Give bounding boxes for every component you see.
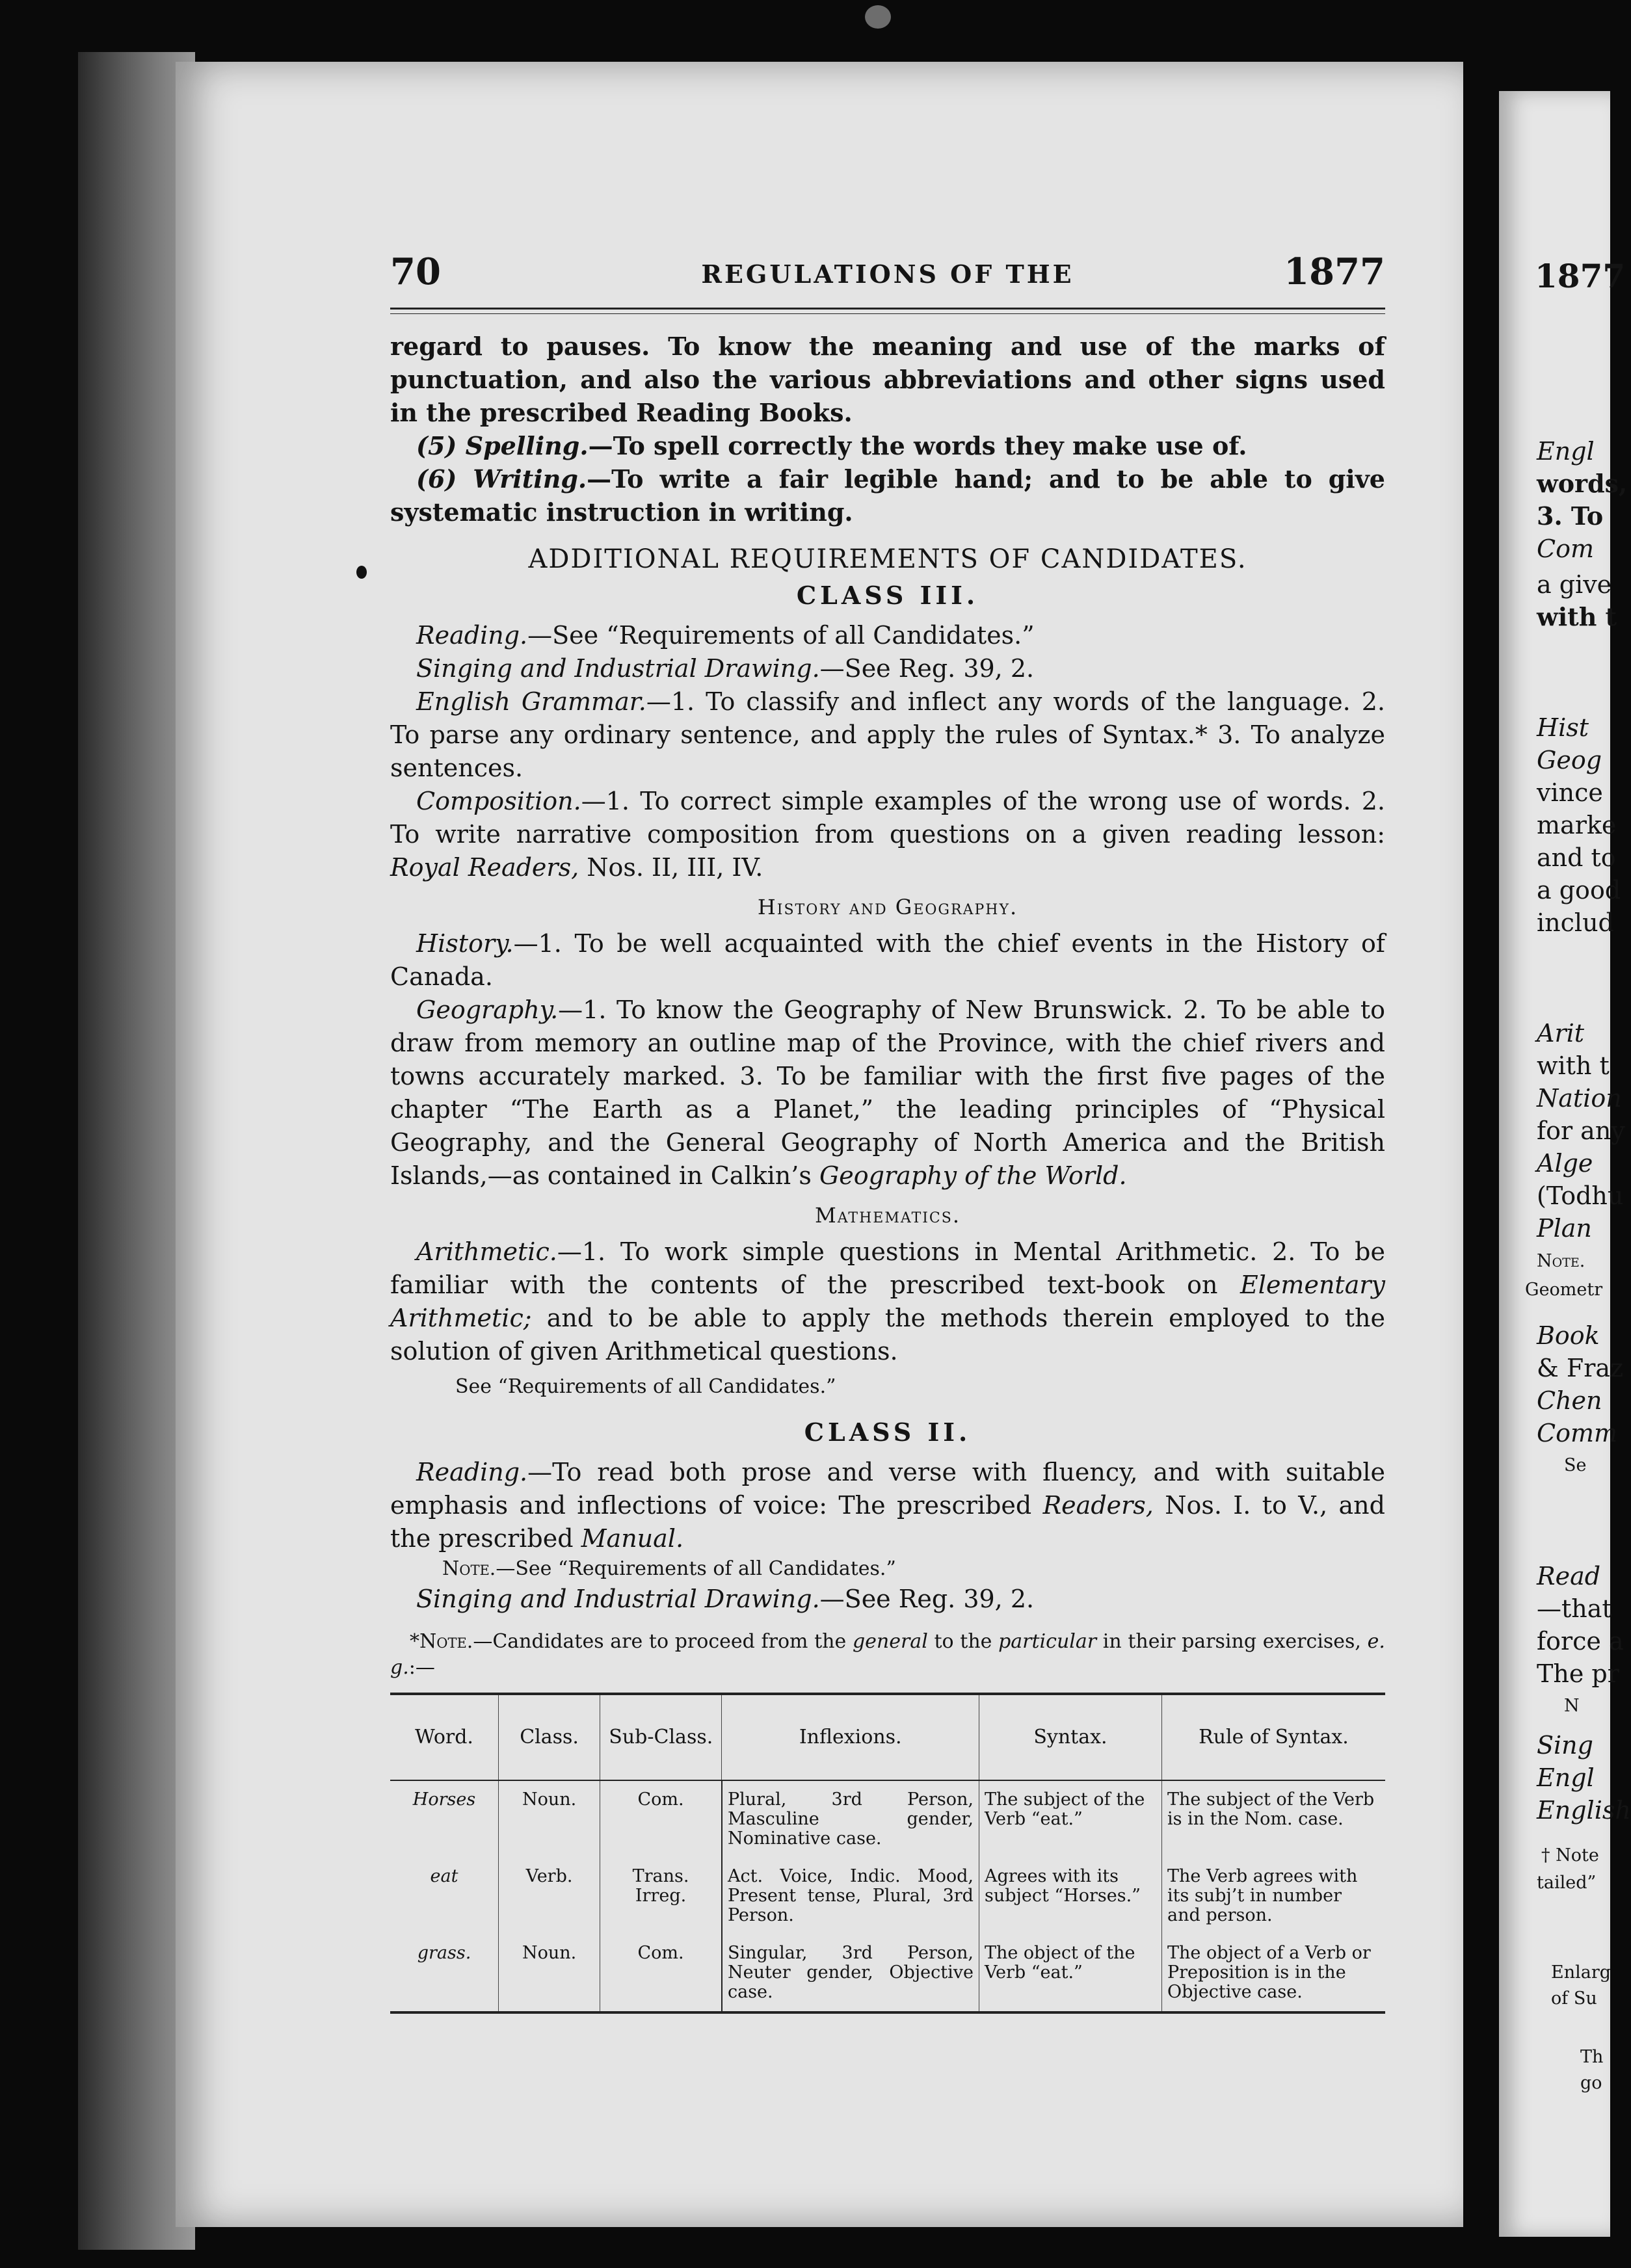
additional-requirements-heading: ADDITIONAL REQUIREMENTS OF CANDIDATES. [528, 544, 1247, 574]
class3-geography [390, 994, 1385, 1193]
label-singing: Singing and Industrial Drawing. [416, 654, 820, 683]
right-frag: Book [1537, 1321, 1600, 1350]
class3-reading [390, 619, 1385, 652]
mathematics-heading: Mathematics. [814, 1203, 961, 1228]
cell-inflexions: Plural, 3rd Person, Masculine gender, Nominative case. [722, 1780, 979, 1858]
right-frag: & Fraz [1537, 1354, 1624, 1382]
text-geography: —1. To know the Geography of New Brunswick. 2. To be able to draw from memory an outline map of the Province, with the chief rivers and towns accurately marked. 3. To be familiar with the first five pages of the chapter “The Earth as a Planet,” the leading principles of “Physical Geography, and the General Geography of North America and the British Islands,—as contained in Calkin’s [390, 996, 1385, 1190]
running-head [390, 250, 1385, 296]
right-frag: Geog [1537, 746, 1602, 774]
right-frag: Nation [1537, 1084, 1622, 1113]
cell-class: Verb. [499, 1858, 600, 1934]
label-arithmetic: Arithmetic. [416, 1237, 557, 1266]
label-composition: Composition. [416, 787, 581, 815]
text-composition: —1. To correct simple examples of the wrong use of words. 2. To write narrative composition from questions on a given reading lesson: [390, 787, 1385, 849]
footnote-eg: e. g. [390, 1630, 1385, 1679]
header-class: Class. [499, 1694, 600, 1780]
class2-singing [390, 1583, 1385, 1616]
label-grammar: English Grammar. [416, 687, 646, 716]
right-frag: and to [1537, 843, 1616, 872]
right-frag: N [1564, 1696, 1580, 1716]
right-frag: —that [1537, 1594, 1612, 1623]
parsing-table [390, 1693, 1385, 2014]
ink-blot [356, 566, 367, 579]
right-frag: Alge [1537, 1149, 1593, 1178]
table-header-row [390, 1694, 1385, 1780]
right-frag: vince [1537, 778, 1603, 807]
cell-word: eat [390, 1858, 499, 1934]
right-frag: Com [1537, 534, 1594, 563]
label-geography: Geography. [416, 996, 559, 1024]
right-frag: (Todhu [1537, 1181, 1624, 1210]
class2-reading [390, 1456, 1385, 1555]
label-note: Note. [442, 1557, 496, 1580]
header-rule [390, 308, 1385, 314]
right-frag: with t [1537, 602, 1617, 631]
right-frag: of Su [1551, 1988, 1597, 2009]
label-spelling: (5) Spelling. [416, 431, 589, 460]
see-requirements-note: See “Requirements of all Candidates.” [455, 1375, 836, 1398]
cell-syntax: The object of the Verb “eat.” [979, 1934, 1161, 2012]
right-frag: go [1580, 2073, 1602, 2093]
right-frag: Geometr [1525, 1280, 1603, 1300]
right-frag: words, [1537, 469, 1628, 498]
footnote-particular: particular [998, 1630, 1097, 1653]
header-rule: Rule of Syntax. [1161, 1694, 1385, 1780]
label-reading: Reading. [416, 621, 528, 650]
right-frag: Hist [1537, 713, 1589, 742]
footnote-text-c: in their parsing exercises, [1102, 1630, 1361, 1653]
right-frag: Engl [1537, 437, 1595, 466]
cell-class: Noun. [499, 1780, 600, 1858]
cell-rule: The Verb agrees with its subj’t in number and person. [1167, 1866, 1358, 1925]
class2-note [390, 1555, 1385, 1583]
book-royal-readers: Royal Readers, [390, 853, 579, 882]
text-grammar: —1. To classify and inflect any words of the language. 2. To parse any ordinary sentence, and apply the rules of Syntax.* 3. To analyze sentences. [390, 687, 1385, 782]
text-composition-tail: Nos. II, III, IV. [587, 853, 763, 882]
text-reading: —See “Requirements of all Candidates.” [527, 621, 1035, 650]
cell-syntax: Agrees with its subject “Horses.” [979, 1858, 1161, 1934]
running-title: REGULATIONS OF THE [701, 259, 1074, 289]
cell-word: Horses [390, 1780, 499, 1858]
right-frag: Engl [1537, 1763, 1595, 1792]
book-geography-of-the-world: Geography of the World. [819, 1161, 1127, 1190]
book-elementary-arithmetic: Elementary Arithmetic; [390, 1271, 1385, 1332]
text-note: —See “Requirements of all Candidates.” [496, 1557, 896, 1580]
footnote-text-b: to the [934, 1630, 992, 1653]
class3-arithmetic [390, 1235, 1385, 1368]
cell-class: Noun. [499, 1934, 600, 2012]
table-row [390, 1858, 1385, 1934]
paragraph-pauses: regard to pauses. To know the meaning and use of the marks of punctuation, and also the various abbreviations and other signs used in the prescribed Reading Books. [390, 332, 1385, 427]
paragraph-spelling [390, 429, 1385, 462]
right-frag: force a [1537, 1627, 1624, 1655]
cell-subclass: Com. [600, 1780, 722, 1858]
right-page-fragment [1499, 91, 1631, 2237]
footnote-general: general [852, 1630, 928, 1653]
book-readers: Readers, [1042, 1491, 1154, 1520]
cell-rule: The object of a Verb or Preposition is in the Objective case. [1167, 1943, 1371, 2002]
class-two-heading: CLASS II. [804, 1418, 972, 1447]
page-content [390, 250, 1385, 2014]
right-frag: marke [1537, 811, 1617, 839]
label-writing: (6) Writing. [416, 464, 587, 494]
text-writing: —To write a fair legible hand; and to be able to give systematic instruction in writing. [390, 464, 1385, 527]
cell-subclass: Com. [600, 1934, 722, 2012]
right-frag: † Note [1541, 1845, 1599, 1866]
class-three-heading: CLASS III. [796, 581, 979, 610]
right-frag: The pr [1537, 1659, 1619, 1688]
right-frag: Plan [1537, 1214, 1592, 1243]
right-frag: Comm [1537, 1419, 1618, 1447]
right-frag: Sing [1537, 1731, 1593, 1760]
class3-history [390, 927, 1385, 994]
right-frag: English [1537, 1796, 1631, 1825]
header-subclass: Sub-Class. [600, 1694, 722, 1780]
cell-rule: The subject of the Verb is in the Nom. case. [1167, 1789, 1375, 1829]
text-singing: —See Reg. 39, 2. [819, 1585, 1035, 1613]
header-syntax: Syntax. [979, 1694, 1161, 1780]
cell-inflexions: Singular, 3rd Person, Neuter gender, Objective case. [722, 1934, 979, 2012]
right-frag: a good [1537, 876, 1621, 904]
right-frag: Chen [1537, 1386, 1602, 1415]
header-word: Word. [390, 1694, 499, 1780]
right-frag: for any [1537, 1116, 1625, 1145]
table-row [390, 1934, 1385, 2012]
class3-grammar [390, 685, 1385, 785]
text-reading-b: Nos. I. to V., and the prescribed [390, 1491, 1385, 1553]
footnote-text-a: —Candidates are to proceed from the [473, 1630, 847, 1653]
cell-subclass: Trans. Irreg. [600, 1858, 722, 1934]
footnote-label: *Note. [410, 1630, 473, 1653]
label-history: History. [416, 929, 514, 958]
right-frag: Note. [1537, 1251, 1585, 1271]
right-frag: Se [1564, 1455, 1587, 1475]
text-history: —1. To be well acquainted with the chief events in the History of Canada. [390, 929, 1385, 991]
text-singing: —See Reg. 39, 2. [819, 654, 1035, 683]
right-frag: Read [1537, 1562, 1601, 1590]
right-year: 1877 [1535, 257, 1626, 295]
history-geography-heading: History and Geography. [757, 895, 1018, 919]
right-frag: 3. To [1537, 501, 1604, 531]
class3-composition [390, 785, 1385, 884]
text-arithmetic-a: —1. To work simple questions in Mental Arithmetic. 2. To be familiar with the contents of the prescribed text-book on [390, 1237, 1385, 1299]
right-frag: Enlarg [1551, 1962, 1611, 1983]
header-inflexions: Inflexions. [722, 1694, 979, 1780]
footnote-tail: :— [408, 1656, 435, 1679]
table-row [390, 1780, 1385, 1858]
cell-syntax: The subject of the Verb “eat.” [979, 1780, 1161, 1858]
right-frag: Th [1580, 2047, 1604, 2067]
right-frag: includ [1537, 908, 1614, 937]
cell-word: grass. [390, 1934, 499, 2012]
label-reading: Reading. [416, 1458, 528, 1486]
book-manual: Manual. [581, 1524, 684, 1553]
page-number: 70 [390, 250, 441, 293]
label-singing: Singing and Industrial Drawing. [416, 1585, 820, 1613]
scan-light-spot [865, 5, 891, 29]
text-spelling: —To spell correctly the words they make use of. [588, 431, 1247, 460]
right-frag: with t [1537, 1051, 1610, 1080]
cell-inflexions: Act. Voice, Indic. Mood, Present tense, Plural, 3rd Person. [722, 1858, 979, 1934]
paragraph-writing [390, 462, 1385, 529]
right-frag: Arit [1537, 1019, 1585, 1048]
right-frag: tailed” [1537, 1873, 1597, 1893]
text-reading-a: —To read both prose and verse with fluency, and with suitable emphasis and inflections of voice: The prescribed [390, 1458, 1385, 1520]
class3-singing [390, 652, 1385, 685]
running-year: 1877 [1284, 250, 1385, 293]
right-frag: a give [1537, 570, 1612, 599]
text-arithmetic-b: and to be able to apply the methods therein employed to the solution of given Arithmetical questions. [390, 1304, 1385, 1365]
footnote-parsing [390, 1629, 1385, 1681]
